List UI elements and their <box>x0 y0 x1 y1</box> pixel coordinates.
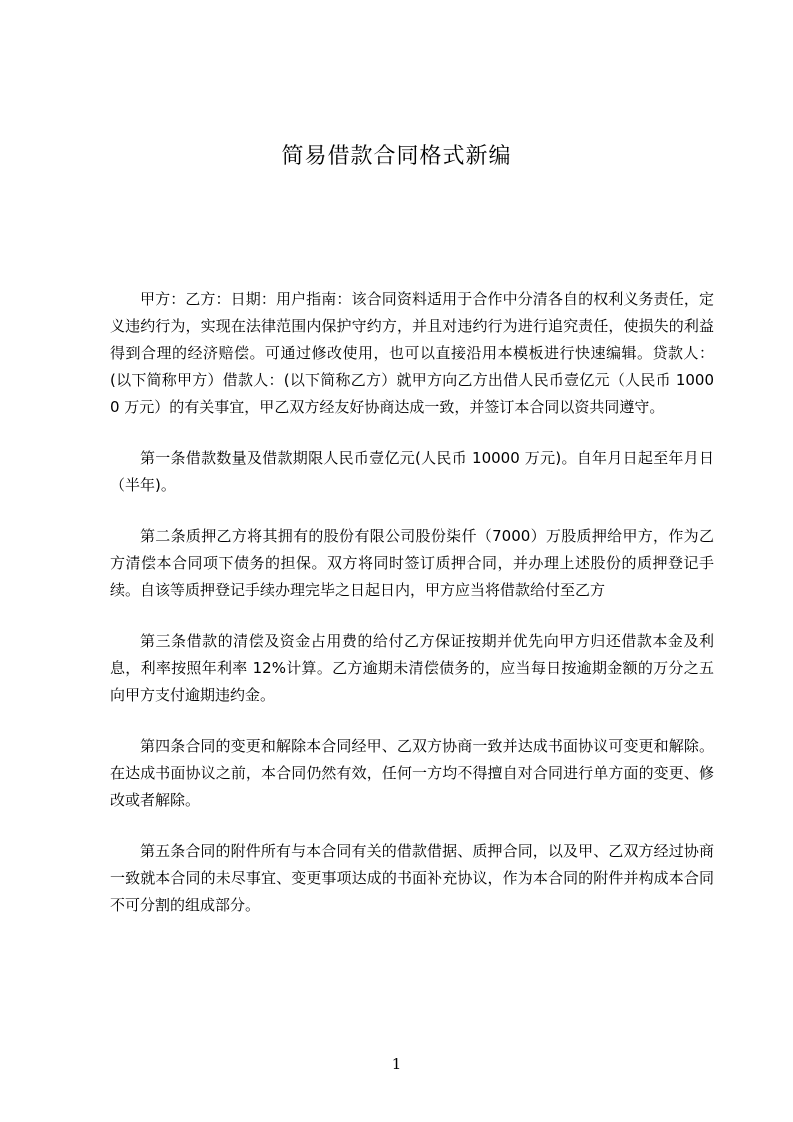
paragraph-preamble: 甲方：乙方：日期：用户指南：该合同资料适用于合作中分清各自的权利义务责任，定义违约行为，实现在法律范围内保护守约方，并且对违约行为进行追究责任，使损失的利益得到合理的经济赔偿。可通过修改使用，也可以直接沿用本模板进行快速编辑。贷款人：(以下简称甲方）借款人：(以下简称乙方）就甲方向乙方出借人民币壹亿元（人民币 10000 万元）的有关事宜，甲乙双方经友好协商达成一致，并签订本合同以资共同遵守。 <box>110 290 714 416</box>
paragraph-article-4: 第四条合同的变更和解除本合同经甲、乙双方协商一致并达成书面协议可变更和解除。在达成书面协议之前，本合同仍然有效，任何一方均不得擅自对合同进行单方面的变更、修改或者解除。 <box>110 737 714 809</box>
document-title: 简易借款合同格式新编 <box>281 144 512 169</box>
paragraph-article-2: 第二条质押乙方将其拥有的股份有限公司股份柒仟（7000）万股质押给甲方，作为乙方清偿本合同项下债务的担保。双方将同时签订质押合同，并办理上述股份的质押登记手续。自该等质押登记手续办理完毕之日起日内，甲方应当将借款给付至乙方 <box>110 527 714 599</box>
paragraph-article-5: 第五条合同的附件所有与本合同有关的借款借据、质押合同，以及甲、乙双方经过协商一致就本合同的未尽事宜、变更事项达成的书面补充协议，作为本合同的附件并构成本合同不可分割的组成部分。 <box>110 842 714 914</box>
document-body <box>110 286 714 943</box>
page-number: 1 <box>391 1055 402 1073</box>
paragraph-article-1: 第一条借款数量及借款期限人民币壹亿元(人民币 10000 万元)。自年月日起至年月日（半年)。 <box>110 449 714 494</box>
paragraph-article-3: 第三条借款的清偿及资金占用费的给付乙方保证按期并优先向甲方归还借款本金及利息，利率按照年利率 12%计算。乙方逾期未清偿债务的，应当每日按逾期金额的万分之五向甲方支付逾期违约金。 <box>110 632 714 704</box>
